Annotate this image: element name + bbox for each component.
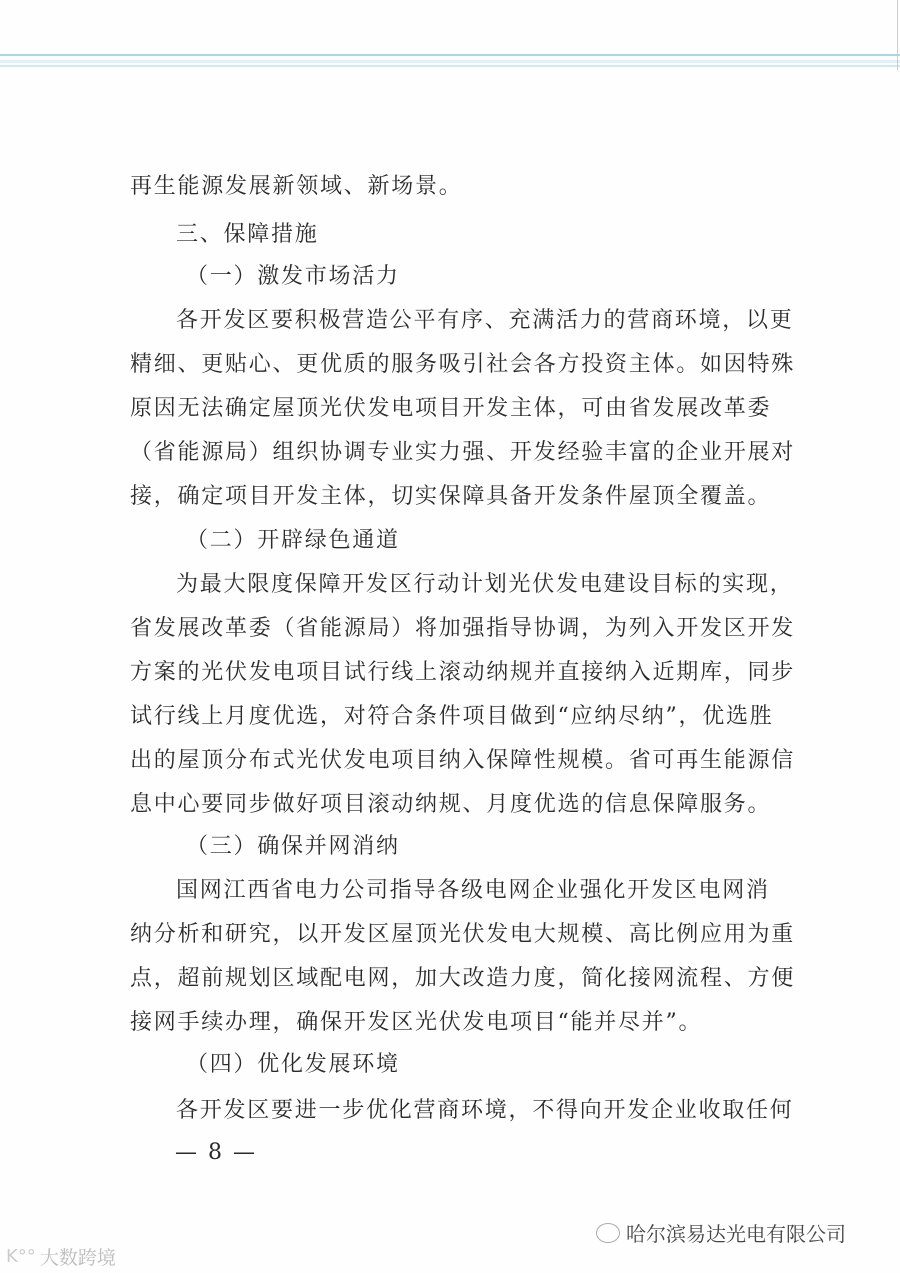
body-line: 接，确定项目开发主体，切实保障具备开发条件屋顶全覆盖。 [130, 484, 772, 509]
body-line: 各开发区要进一步优化营商环境，不得向开发企业收取任何 [176, 1098, 794, 1123]
wechat-icon [596, 1223, 620, 1243]
body-line: 省发展改革委（省能源局）将加强指导协调，为列入开发区开发 [130, 616, 796, 641]
body-line: 为最大限度保障开发区行动计划光伏发电建设目标的实现， [176, 572, 794, 597]
logo-icon: K°° [6, 1246, 36, 1267]
subsection-heading: （一）激发市场活力 [186, 264, 400, 289]
body-line: 试行线上月度优选，对符合条件项目做到“应纳尽纳”，优选胜 [130, 704, 774, 729]
subsection-heading: （三）确保并网消纳 [186, 834, 400, 859]
subsection-heading: （二）开辟绿色通道 [186, 528, 400, 553]
body-line: 精细、更贴心、更优质的服务吸引社会各方投资主体。如因特殊 [130, 352, 796, 377]
page-edge [897, 0, 898, 70]
body-line: 息中心要同步做好项目滚动纳规、月度优选的信息保障服务。 [130, 792, 772, 817]
body-line: （省能源局）组织协调专业实力强、开发经验丰富的企业开展对 [130, 440, 796, 465]
body-line: 各开发区要积极营造公平有序、充满活力的营商环境，以更 [176, 308, 794, 333]
body-line: 国网江西省电力公司指导各级电网企业强化开发区电网消 [176, 878, 770, 903]
body-line: 出的屋顶分布式光伏发电项目纳入保障性规模。省可再生能源信 [130, 748, 796, 773]
watermark-source-text: 大数跨境 [39, 1247, 116, 1269]
body-line: 纳分析和研究，以开发区屋顶光伏发电大规模、高比例应用为重 [130, 922, 796, 947]
section-heading: 三、保障措施 [176, 222, 319, 247]
body-line: 方案的光伏发电项目试行线上滚动纳规并直接纳入近期库，同步 [130, 660, 796, 685]
body-line: 接网手续办理，确保开发区光伏发电项目“能并尽并”。 [130, 1010, 703, 1035]
header-rule [0, 65, 900, 67]
header-rule [0, 54, 900, 56]
watermark-source [6, 1243, 116, 1270]
watermark-company [596, 1218, 846, 1247]
body-line: 原因无法确定屋顶光伏发电项目开发主体，可由省发展改革委 [130, 396, 772, 421]
page-number: — 8 — [175, 1140, 257, 1165]
watermark-company-text: 哈尔滨易达光电有限公司 [626, 1222, 846, 1246]
subsection-heading: （四）优化发展环境 [186, 1052, 400, 1077]
body-line: 再生能源发展新领域、新场景。 [130, 174, 463, 199]
header-rule [0, 60, 900, 63]
body-line: 点，超前规划区域配电网，加大改造力度，简化接网流程、方便 [130, 966, 796, 991]
